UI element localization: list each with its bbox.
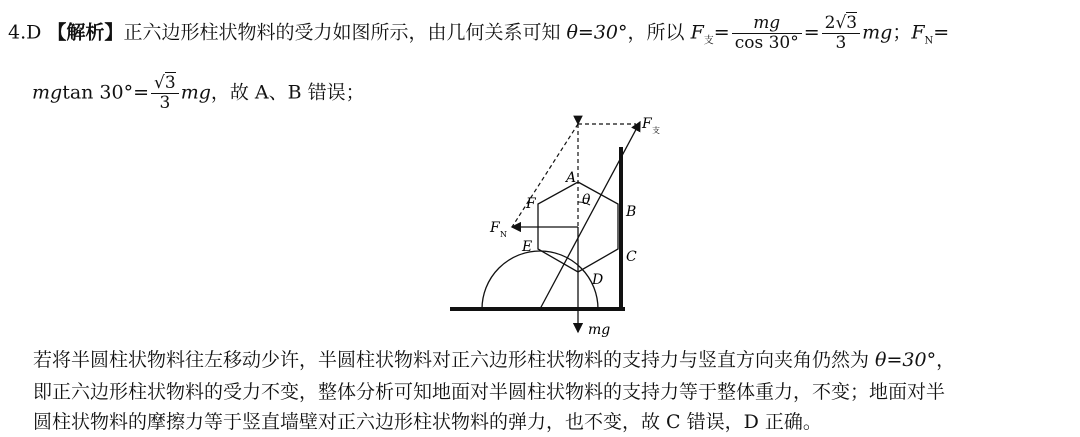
label-D: D [592, 272, 604, 288]
paragraph-text-1b: ， [936, 349, 956, 371]
support-force-arrow [540, 122, 640, 309]
label-E: E [522, 239, 533, 255]
paragraph-text-2: 即正六边形柱状物料的受力不变，整体分析可知地面对半圆柱状物料的支持力等于整体重力，不变；地面对半 [33, 381, 946, 403]
semicircle-body [482, 251, 598, 309]
label-FN-sub: N [500, 230, 507, 239]
fraction-root3-over-3 [151, 74, 179, 113]
fraction-numerator: mg [732, 14, 802, 34]
separator: ； [892, 21, 912, 44]
equals-3: = [933, 21, 950, 44]
subscript-zhi: 支 [703, 35, 714, 47]
paragraph-line-1 [33, 348, 955, 372]
label-theta: θ [582, 192, 591, 208]
force-symbol: F [690, 21, 704, 44]
subscript-N: N [924, 35, 934, 47]
tan-expression: tan 30°= [62, 81, 150, 104]
label-C: C [626, 249, 637, 265]
label-F-zhi-sub: 支 [652, 126, 660, 135]
label-F-zhi: F [642, 116, 652, 132]
theta-equation: θ=30° [566, 21, 628, 44]
analysis-text-2: ，所以 [627, 21, 691, 44]
radicand: 3 [846, 13, 858, 33]
label-A: A [566, 170, 577, 186]
answer-line-2 [32, 74, 365, 113]
fraction-denominator: 3 [835, 33, 847, 53]
analysis-text-1: 正六边形柱状物料的受力如图所示，由几何关系可知 [123, 21, 567, 44]
paragraph-line-2 [33, 380, 945, 404]
fraction-numerator: 2√3 [822, 14, 861, 34]
force-N-symbol: F [911, 21, 925, 44]
paragraph-line-3 [33, 410, 822, 434]
answer-choice: D [26, 21, 42, 44]
label-F: F [526, 196, 536, 212]
equals-2: = [803, 21, 820, 44]
answer-line-1 [8, 14, 949, 53]
radicand: 3 [164, 73, 176, 93]
mg-term-2: mg [32, 81, 63, 104]
fraction-2root3-over-3 [822, 14, 861, 53]
fraction-denominator: 3 [159, 93, 171, 113]
equals-1: = [713, 21, 730, 44]
analysis-tag: 【解析】 [47, 21, 124, 44]
fraction-mg-over-cos [732, 14, 802, 53]
conclusion-AB: ，故 A、B 错误； [210, 81, 365, 104]
paragraph-text-1a: 若将半圆柱状物料往左移动少许，半圆柱状物料对正六边形柱状物料的支持力与竖直方向夹角仍然为 [33, 349, 876, 371]
label-FN: F [490, 220, 500, 236]
force-diagram [440, 110, 680, 340]
mg-term-3: mg [180, 81, 211, 104]
paragraph-text-3: 圆柱状物料的摩擦力等于竖直墙壁对正六边形柱状物料的弹力，也不变，故 C 错误，D 正确。 [33, 411, 822, 433]
paragraph-theta: θ=30° [875, 349, 937, 371]
label-mg: mg [588, 322, 611, 338]
mg-term: mg [862, 21, 893, 44]
fraction-denominator: cos 30° [734, 33, 799, 53]
fraction-numerator: √3 [151, 74, 179, 94]
question-number: 4. [8, 21, 27, 44]
coefficient: 2 [824, 13, 836, 33]
label-B: B [626, 204, 637, 220]
